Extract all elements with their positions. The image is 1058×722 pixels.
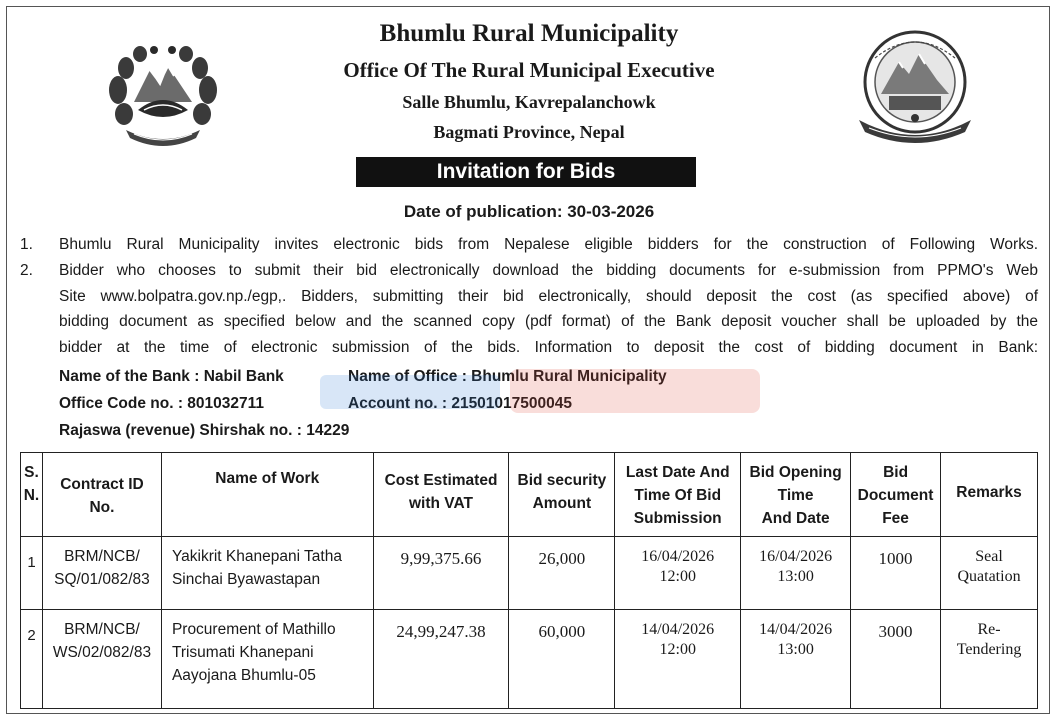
cell-contract-id: BRM/NCB/ WS/02/082/83 (42, 610, 161, 709)
paragraph-line: bidding document as specified below and the scanned copy (pdf format) of the Bank deposit voucher shall be uploaded by the (59, 313, 1038, 330)
paragraph-line: Bhumlu Rural Municipality invites electronic bids from Nepalese eligible bidders for the construction of Following Works. (59, 236, 1038, 253)
header-last-date: Last Date And Time Of Bid Submission (615, 453, 741, 537)
address-line: Salle Bhumlu, Kavrepalanchowk (402, 92, 656, 112)
cell-contract-id: BRM/NCB/ SQ/01/082/83 (42, 537, 161, 610)
header-bid-opening: Bid Opening Time And Date (741, 453, 851, 537)
table-header-row (21, 453, 1038, 537)
cell-fee: 1000 (851, 537, 941, 610)
invitation-banner: Invitation for Bids (356, 157, 696, 187)
cell-security: 26,000 (509, 537, 615, 610)
office-title: Office Of The Rural Municipal Executive (343, 58, 715, 82)
cell-opening-date: 16/04/2026 13:00 (741, 537, 851, 610)
header-cost-estimated: Cost Estimated with VAT (373, 453, 509, 537)
publication-date: Date of publication: 30-03-2026 (403, 202, 655, 221)
header-remarks: Remarks (941, 453, 1038, 537)
bank-name: Name of the Bank : Nabil Bank (59, 368, 284, 385)
cell-fee: 3000 (851, 610, 941, 709)
table-row (21, 537, 1038, 610)
cell-sn: 2 (21, 610, 43, 709)
office-name: Name of Office : Bhumlu Rural Municipality (348, 368, 667, 385)
paragraph-line: Bidder who chooses to submit their bid electronically download the bidding documents for e-submission from PPMO's Web (59, 262, 1038, 279)
paragraph-line: Site www.bolpatra.gov.np./egp,. Bidders, submitting their bid electronically, should deposit the cost (as specified above) of (59, 287, 1038, 305)
cell-name-of-work: Yakikrit Khanepani Tatha Sinchai Byawastapan (161, 537, 373, 610)
cell-cost: 9,99,375.66 (373, 537, 509, 610)
cell-last-date: 14/04/2026 12:00 (615, 610, 741, 709)
cell-opening-date: 14/04/2026 13:00 (741, 610, 851, 709)
paragraph-number: 1. (20, 236, 33, 253)
cell-remarks: Re- Tendering (941, 610, 1038, 709)
paragraph-1 (20, 232, 1038, 258)
cell-last-date: 16/04/2026 12:00 (615, 537, 741, 610)
paragraph-2 (20, 258, 1038, 360)
paragraph-number: 2. (20, 262, 33, 279)
cell-cost: 24,99,247.38 (373, 610, 509, 709)
paragraph-line: bidder at the time of electronic submission of the bids. Information to deposit the cost of bidding document in Bank: (59, 338, 1038, 356)
cell-name-of-work: Procurement of Mathillo Trisumati Khanepani Aayojana Bhumlu-05 (161, 610, 373, 709)
header-name-of-work: Name of Work (161, 453, 373, 537)
header-document-fee: Bid Document Fee (851, 453, 941, 537)
header-contract-id: Contract ID No. (42, 453, 161, 537)
table-row (21, 610, 1038, 709)
bids-table (20, 452, 1038, 709)
account-number: Account no. : 21501017500045 (348, 395, 573, 412)
cell-remarks: Seal Quatation (941, 537, 1038, 610)
header-bid-security: Bid security Amount (509, 453, 615, 537)
municipality-title: Bhumlu Rural Municipality (379, 20, 679, 47)
cell-security: 60,000 (509, 610, 615, 709)
office-code: Office Code no. : 801032711 (59, 395, 265, 412)
province-line: Bagmati Province, Nepal (433, 122, 625, 142)
header-sn: S. N. (21, 453, 43, 537)
rajaswa-number: Rajaswa (revenue) Shirshak no. : 14229 (59, 422, 350, 439)
cell-sn: 1 (21, 537, 43, 610)
